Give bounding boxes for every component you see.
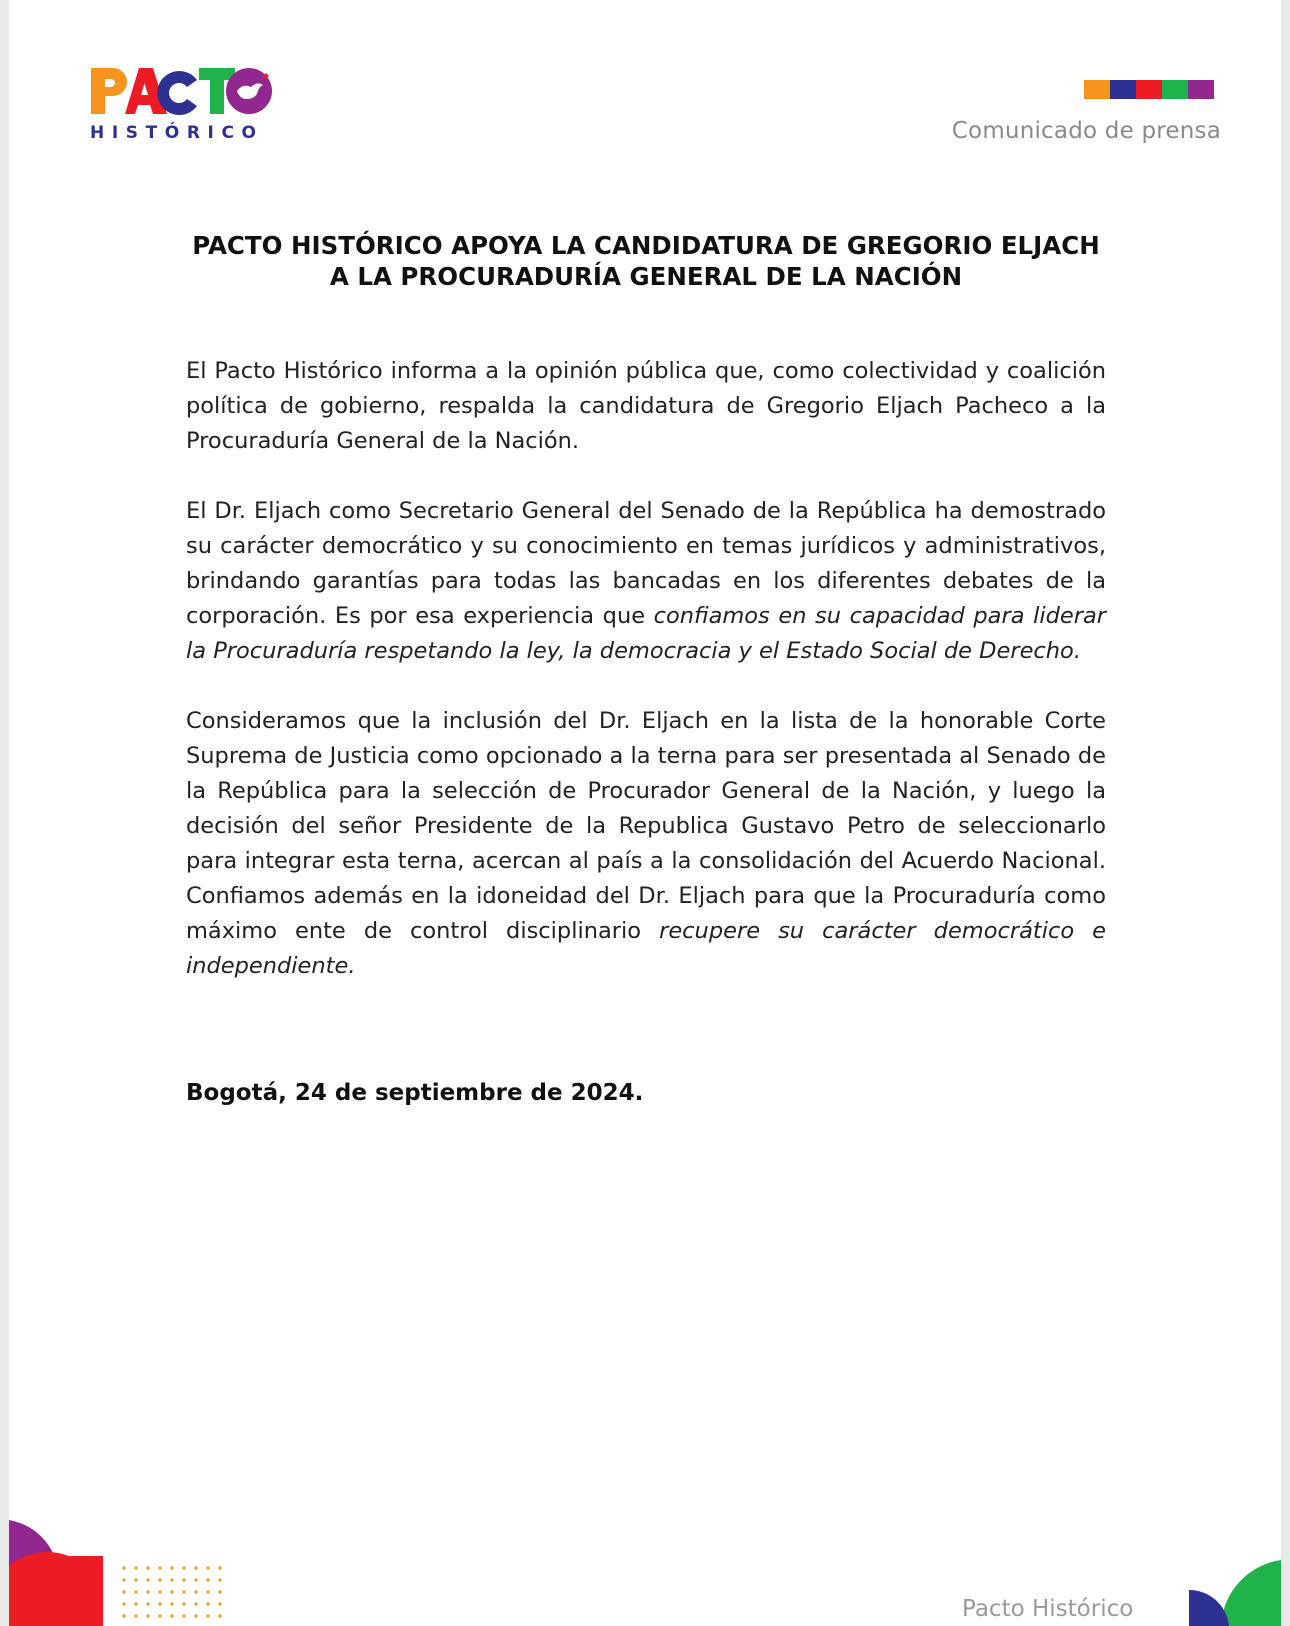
strip-blue [1110,80,1136,99]
paragraph-2-text: El Dr. Eljach como Secretario General del Senado de la República ha demostrado su carácter democrático y su conocimiento en temas jurídicos y administrativos, brindando garantías para todas las bancadas en los diferentes debates de la corporación. Es por esa experiencia que [186,498,1106,629]
paragraph-3 [186,704,1106,984]
body-text [186,354,1106,1019]
logo-subword: HISTÓRICO [90,123,264,143]
document-type-label: Comunicado de prensa [951,118,1221,144]
paragraph-2 [186,494,1106,669]
corner-decoration-left [9,1510,119,1626]
title-line-1: PACTO HISTÓRICO APOYA LA CANDIDATURA DE GREGORIO ELJACH [192,231,1100,260]
paragraph-1: El Pacto Histórico informa a la opinión pública que, como colectividad y coalición política de gobierno, respalda la candidatura de Gregorio Eljach Pacheco a la Procuraduría General de la Nación. [186,358,1106,454]
color-strip [1084,80,1214,99]
strip-orange [1084,80,1110,99]
document-title [179,230,1113,292]
corner-decoration-right [1189,1550,1281,1626]
footer-name: Pacto Histórico [962,1596,1134,1622]
paragraph-3-text: Consideramos que la inclusión del Dr. Eljach en la lista de la honorable Corte Suprema de Justicia como opcionado a la terna para ser presentada al Senado de la República para la selección de Procurador General de la Nación, y luego la decisión del señor Presidente de la Republica Gustavo Petro de seleccionarlo para integrar esta terna, acercan al país a la consolidación del Acuerdo Nacional. Confiamos además en la idoneidad del Dr. Eljach para que la Procuraduría como máximo ente de control disciplinario [186,708,1106,944]
press-release-page [9,0,1281,1626]
strip-green [1162,80,1188,99]
logo-graphic [87,66,297,146]
title-line-2: A LA PROCURADURÍA GENERAL DE LA NACIÓN [329,262,963,291]
pacto-historico-logo [87,66,297,146]
strip-purple [1188,80,1214,99]
paragraph-3-italic: recupere su carácter democrático e independiente. [186,918,1106,979]
paragraph-2-italic: confiamos en su capacidad para liderar la Procuraduría respetando la ley, la democracia y el Estado Social de Derecho. [186,603,1106,664]
strip-red [1136,80,1162,99]
place-date: Bogotá, 24 de septiembre de 2024. [186,1080,644,1106]
dot-pattern [120,1564,230,1626]
